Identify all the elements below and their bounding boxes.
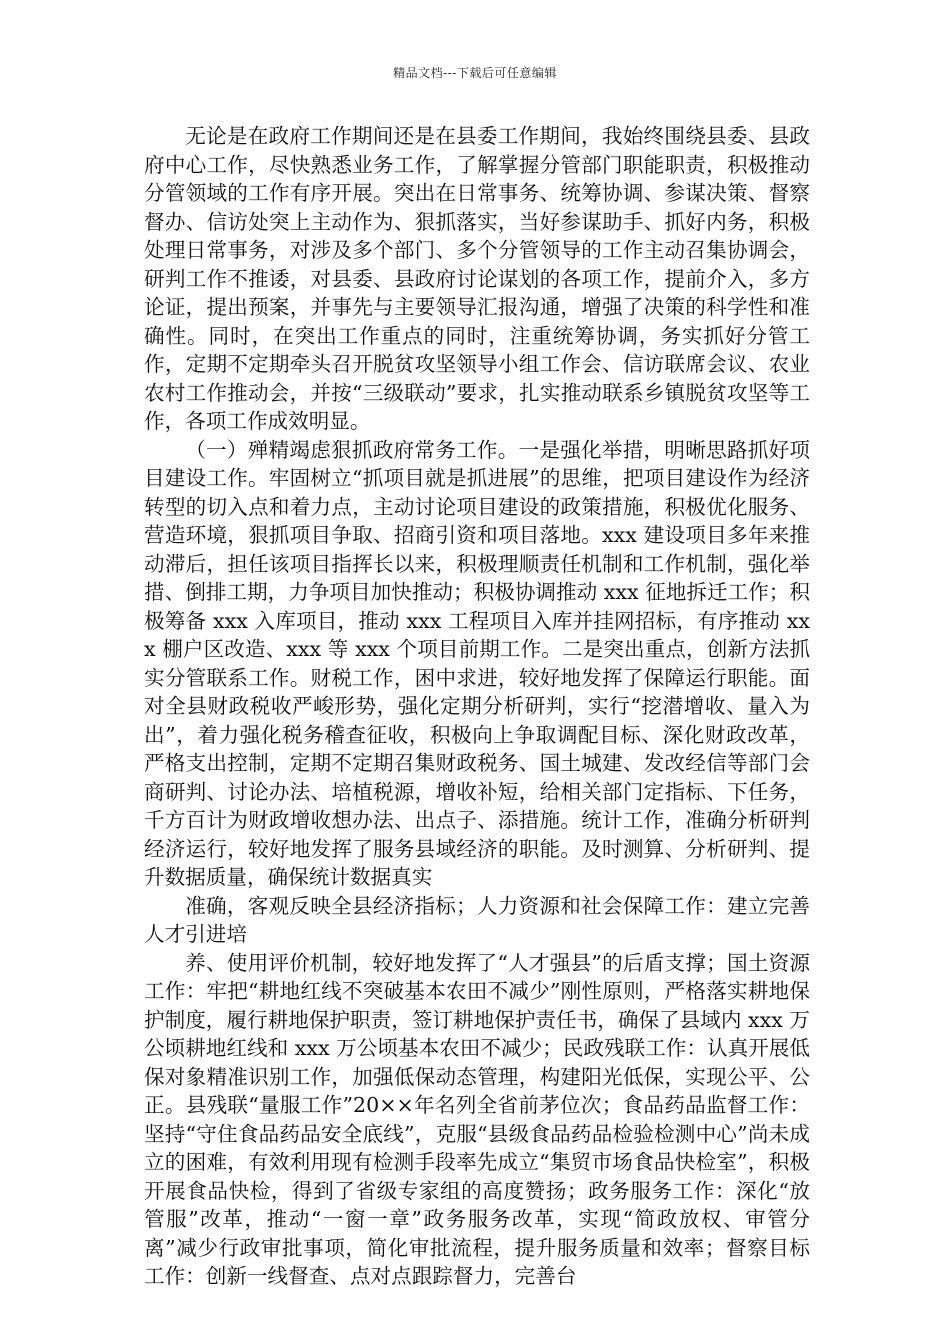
page-header: 精品文档---下载后可任意编辑 (393, 66, 557, 80)
paragraph-3: 准确，客观反映全县经济指标；人力资源和社会保障工作：建立完善人才引进培 (144, 893, 810, 946)
paragraph-2: （一）殚精竭虑狠抓政府常务工作。一是强化举措，明晰思路抓好项目建设工作。牢固树立“抓项目就是抓进展”的思维，把项目建设作为经济转型的切入点和着力点，主动讨论项目建设的政策措施，积极优化服务、营造环境，狠抓项目争取、招商引资和项目落地。xxx 建设项目多年来推动滞后，担任该项目指挥长以来，积极理顺责任机制和工作机制，强化举措、倒排工期，力争项目加快推动；积极协调推动 xxx 征地拆迁工作；积极筹备 xxx 入库项目，推动 xxx 工程项目入库并挂网招标，有序推动 xxx 棚户区改造、xxx 等 xxx 个项目前期工作。二是突出重点，创新方法抓实分管联系工作。财税工作，困中求进，较好地发挥了保障运行职能。面对全县财政税收严峻形势，强化定期分析研判，实行“挖潜增收、量入为出”，着力强化税务稽查征收，积极向上争取调配目标、深化财政改革，严格支出控制，定期不定期召集财政税务、国土城建、发改经信等部门会商研判、讨论办法、培植税源，增收补短，给相关部门定指标、下任务，千方百计为财政增收想办法、出点子、添措施。统计工作，准确分析研判经济运行，较好地发挥了服务县域经济的职能。及时测算、分析研判、提升数据质量，确保统计数据真实 (144, 437, 810, 889)
paragraph-4: 养、使用评价机制，较好地发挥了“人才强县”的后盾支撑；国土资源工作：牢把“耕地红线不突破基本农田不减少”刚性原则，严格落实耕地保护制度，履行耕地保护职责，签订耕地保护责任书，确保了县域内 xxx 万公顷耕地红线和 xxx 万公顷基本农田不减少；民政残联工作：认真开展低保对象精准识别工作，加强低保动态管理，构建阳光低保，实现公平、公正。县残联“量服工作”20××年名列全省前茅位次；食品药品监督工作：坚持“守住食品药品安全底线”，克服“县级食品药品检验检测中心”尚未成立的困难，有效利用现有检测手段率先成立“集贸市场食品快检室”，积极开展食品快检，得到了省级专家组的高度赞扬；政务服务工作：深化“放管服”改革，推动“一窗一章”政务服务改革，实现“简政放权、审管分离”减少行政审批事项，简化审批流程，提升服务质量和效率；督察目标工作：创新一线督查、点对点跟踪督力，完善台 (144, 950, 811, 1288)
paragraph-1: 无论是在政府工作期间还是在县委工作期间，我始终围绕县委、县政府中心工作，尽快熟悉业务工作，了解掌握分管部门职能职责，积极推动分管领域的工作有序开展。突出在日常事务、统筹协调、参谋决策、督察督办、信访处突上主动作为、狠抓落实，当好参谋助手、抓好内务，积极处理日常事务，对涉及多个部门、多个分管领导的工作主动召集协调会，研判工作不推诿，对县委、县政府讨论谋划的各项工作，提前介入，多方论证，提出预案，并事先与主要领导汇报沟通，增强了决策的科学性和准确性。同时，在突出工作重点的同时，注重统筹协调，务实抓好分管工作，定期不定期牵头召开脱贫攻坚领导小组工作会、信访联席会议、农业农村工作推动会，并按“三级联动”要求，扎实推动联系乡镇脱贫攻坚等工作，各项工作成效明显。 (144, 124, 810, 433)
document-body (144, 122, 810, 1291)
